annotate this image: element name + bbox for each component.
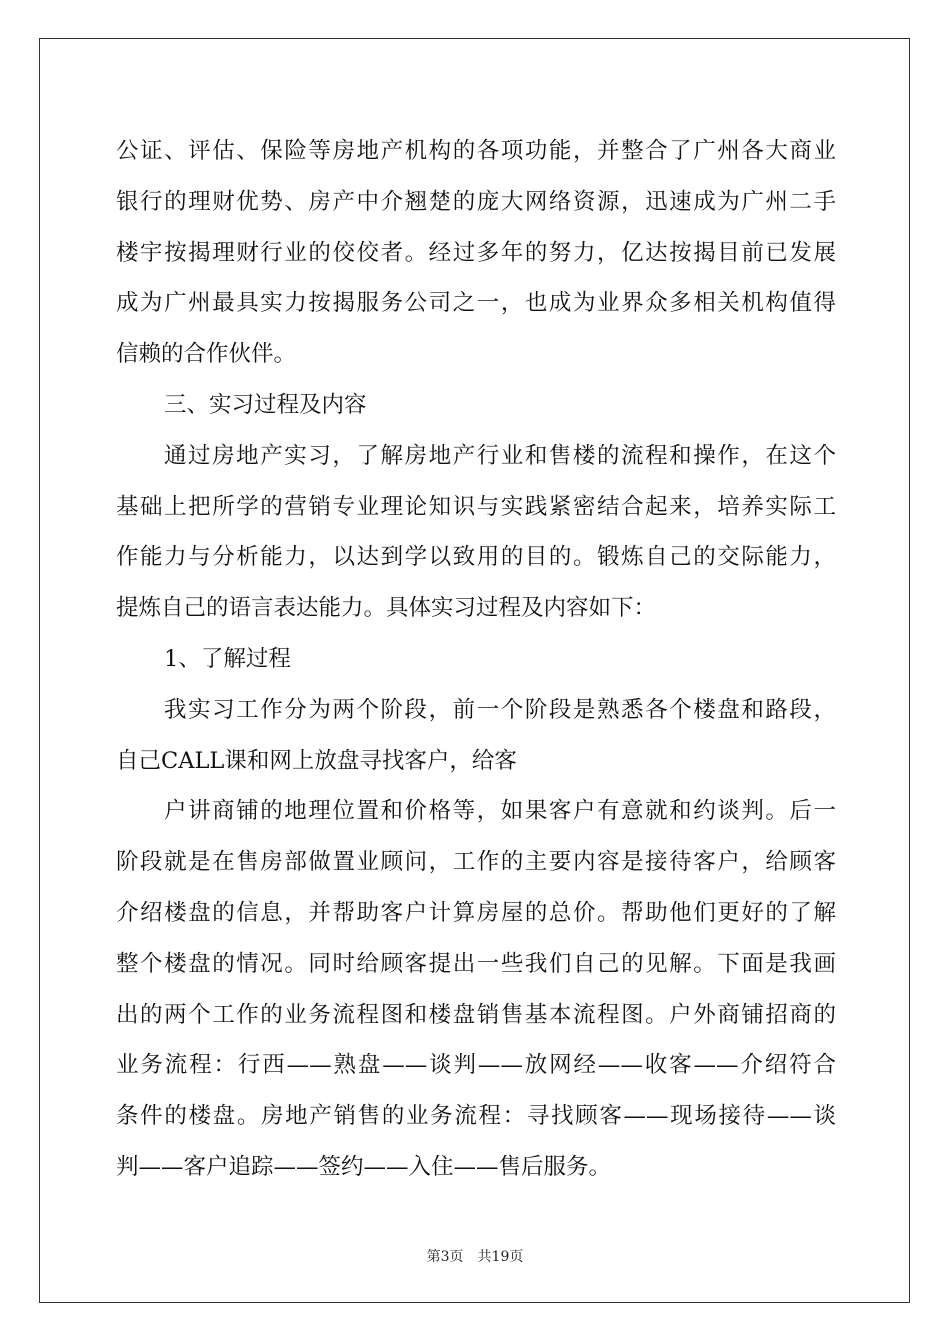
text-line: 基础上把所学的营销专业理论知识与实践紧密结合起来，培养实际工 <box>116 493 836 520</box>
text-line: 作能力与分析能力，以达到学以致用的目的。锻炼自己的交际能力， <box>116 544 836 571</box>
text-line: 介绍楼盘的信息，并帮助客户计算房屋的总价。帮助他们更好的了解 <box>116 899 836 926</box>
text-line: 成为广州最具实力按揭服务公司之一，也成为业界众多相关机构值得 <box>116 290 836 317</box>
text-line: 户讲商铺的地理位置和价格等，如果客户有意就和约谈判。后一 <box>164 798 836 825</box>
text-line: 通过房地产实习，了解房地产行业和售楼的流程和操作，在这个 <box>164 442 836 469</box>
text-line: 三、实习过程及内容 <box>164 391 367 418</box>
text-line: 银行的理财优势、房产中介翘楚的庞大网络资源，迅速成为广州二手 <box>116 188 836 215</box>
text-line: 判——客户追踪——签约——入住——售后服务。 <box>116 1153 612 1180</box>
document-body <box>116 126 836 1193</box>
text-line: 1、了解过程 <box>164 645 291 672</box>
text-line: 自己CALL课和网上放盘寻找客户，给客 <box>116 747 517 774</box>
text-line: 出的两个工作的业务流程图和楼盘销售基本流程图。户外商铺招商的 <box>116 1001 836 1028</box>
text-line: 条件的楼盘。房地产销售的业务流程：寻找顾客——现场接待——谈 <box>116 1103 836 1130</box>
text-line: 公证、评估、保险等房地产机构的各项功能，并整合了广州各大商业 <box>116 138 836 164</box>
text-line: 楼宇按揭理财行业的佼佼者。经过多年的努力，亿达按揭目前已发展 <box>116 239 836 266</box>
text-line: 业务流程：行西——熟盘——谈判——放网经——收客——介绍符合 <box>116 1052 836 1079</box>
text-line: 提炼自己的语言表达能力。具体实习过程及内容如下： <box>116 595 657 622</box>
text-line: 我实习工作分为两个阶段，前一个阶段是熟悉各个楼盘和路段， <box>164 696 836 723</box>
text-line: 整个楼盘的情况。同时给顾客提出一些我们自己的见解。下面是我画 <box>116 950 836 977</box>
page-number-footer: 第3页 共19页 <box>426 1249 524 1265</box>
text-line: 阶段就是在售房部做置业顾问，工作的主要内容是接待客户，给顾客 <box>116 849 836 876</box>
text-line: 信赖的合作伙伴。 <box>116 341 297 368</box>
